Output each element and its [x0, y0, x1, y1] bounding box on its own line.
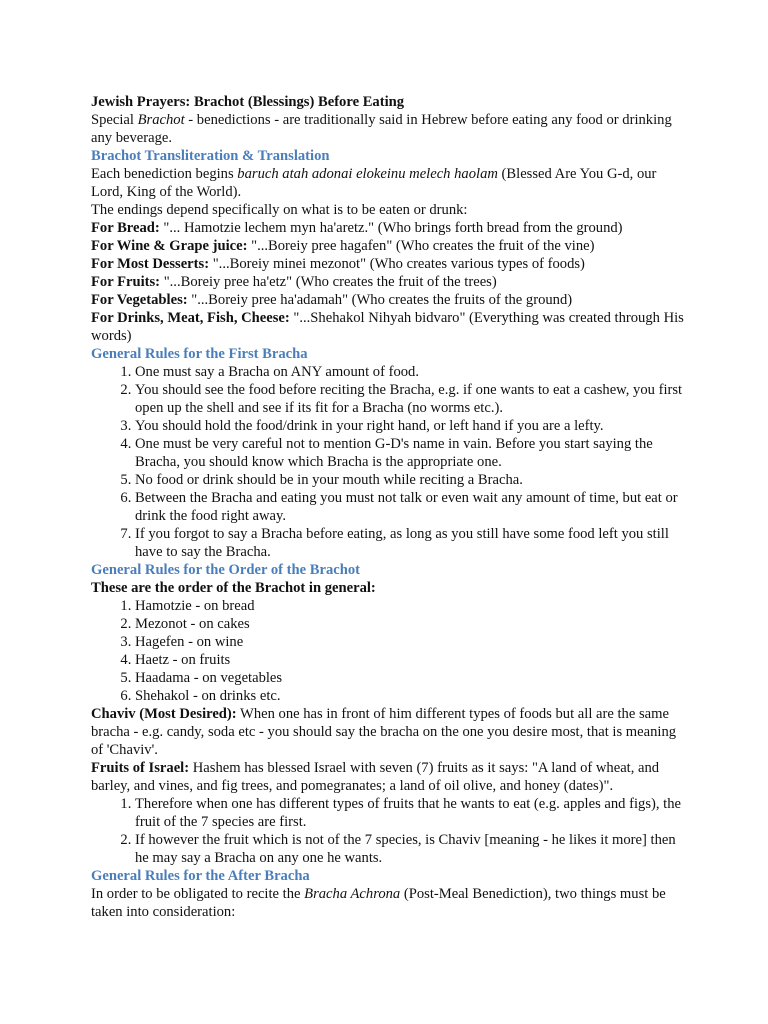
list-item: 2. If however the fruit which is not of the 7 species, is Chaviv [meaning - he likes it more] then he may say a Bracha on any one he wants.: [135, 831, 691, 867]
chaviv-text: When one has in front of him different types of foods but all are the same bracha - e.g. candy, soda etc - you should say the bracha on the one you desire most, that is meaning of 'Chaviv'.: [91, 706, 677, 758]
blessing-label: For Most Desserts:: [91, 256, 210, 272]
order-subheading: [91, 579, 691, 597]
intro-paragraph: [91, 111, 691, 147]
first-bracha-rules-list: [91, 363, 691, 561]
blessing-label: For Drinks, Meat, Fish, Cheese:: [91, 310, 290, 326]
section-heading-transliteration: Brachot Transliteration & Translation: [91, 148, 330, 164]
list-item: 1. Hamotzie - on bread: [135, 597, 691, 615]
list-item: 4. One must be very careful not to mention G-D's name in vain. Before you start saying the Bracha, you should know which Bracha is the appropriate one.: [135, 435, 691, 471]
after-post: (Post-Meal Benediction), two things must be taken into consideration:: [91, 886, 666, 920]
list-item: 3. Hagefen - on wine: [135, 633, 691, 651]
list-item: 7. If you forgot to say a Bracha before eating, as long as you still have some food left you still have to say the Bracha.: [135, 525, 691, 561]
list-item: 6. Shehakol - on drinks etc.: [135, 687, 691, 705]
intro-italic: Brachot: [137, 112, 185, 128]
blessing-vegetables: [91, 291, 691, 309]
intro-post: - benedictions - are traditionally said in Hebrew before eating any food or drinking any beverage.: [91, 112, 672, 146]
section-heading-order: General Rules for the Order of the Brachot: [91, 562, 360, 578]
benediction-begin-paragraph: [91, 165, 691, 201]
blessing-text: "...Boreiy pree ha'etz" (Who creates the fruit of the trees): [160, 274, 497, 290]
chaviv-label: Chaviv (Most Desired):: [91, 706, 237, 722]
begin-post: (Blessed Are You G-d, our Lord, King of the World).: [91, 166, 657, 200]
blessing-label: For Fruits:: [91, 274, 161, 290]
blessing-text: "...Boreiy pree hagafen" (Who creates the fruit of the vine): [247, 238, 595, 254]
list-item: 2. Mezonot - on cakes: [135, 615, 691, 633]
order-subheading-text: These are the order of the Brachot in general:: [91, 580, 376, 596]
list-item: 5. Haadama - on vegetables: [135, 669, 691, 687]
brachot-order-list: [91, 597, 691, 705]
blessing-label: For Wine & Grape juice:: [91, 238, 248, 254]
blessing-text: "...Boreiy minei mezonot" (Who creates various types of foods): [209, 256, 585, 272]
fruit-rules-list: [91, 795, 691, 867]
document-title: Jewish Prayers: Brachot (Blessings) Before Eating: [91, 94, 405, 110]
section-heading-first-bracha: General Rules for the First Bracha: [91, 346, 308, 362]
begin-italic: baruch atah adonai elokeinu melech haolam: [237, 166, 498, 182]
endings-paragraph: The endings depend specifically on what is to be eaten or drunk:: [91, 202, 468, 218]
chaviv-paragraph: [91, 705, 691, 759]
after-pre: In order to be obligated to recite the: [91, 886, 305, 902]
blessing-label: For Bread:: [91, 220, 160, 236]
list-item: 5. No food or drink should be in your mouth while reciting a Bracha.: [135, 471, 691, 489]
section-heading-after-bracha: General Rules for the After Bracha: [91, 868, 310, 884]
blessing-text: "...Boreiy pree ha'adamah" (Who creates the fruits of the ground): [187, 292, 573, 308]
list-item: 2. You should see the food before reciting the Bracha, e.g. if one wants to eat a cashew, you first open up the shell and see if its fit for a Bracha (no worms etc.).: [135, 381, 691, 417]
blessing-fruits: [91, 273, 691, 291]
fruits-of-israel-paragraph: [91, 759, 691, 795]
after-italic: Bracha Achrona: [304, 886, 401, 902]
blessing-desserts: [91, 255, 691, 273]
after-bracha-paragraph: [91, 885, 691, 921]
blessing-drinks: [91, 309, 691, 345]
blessing-wine: [91, 237, 691, 255]
list-item: 1. One must say a Bracha on ANY amount of food.: [135, 363, 691, 381]
document-page: [91, 93, 691, 921]
intro-pre: Special: [91, 112, 138, 128]
blessing-label: For Vegetables:: [91, 292, 188, 308]
fruits-text: Hashem has blessed Israel with seven (7) fruits as it says: "A land of wheat, and barley, and vines, and fig trees, and pomegranates; a land of oil olive, and honey (dates)".: [91, 760, 660, 794]
list-item: 6. Between the Bracha and eating you must not talk or even wait any amount of time, but eat or drink the food right away.: [135, 489, 691, 525]
fruits-label: Fruits of Israel:: [91, 760, 190, 776]
blessing-text: "... Hamotzie lechem myn ha'aretz." (Who brings forth bread from the ground): [159, 220, 623, 236]
blessing-bread: [91, 219, 691, 237]
list-item: 3. You should hold the food/drink in your right hand, or left hand if you are a lefty.: [135, 417, 691, 435]
list-item: 4. Haetz - on fruits: [135, 651, 691, 669]
begin-pre: Each benediction begins: [91, 166, 238, 182]
blessing-text: "...Shehakol Nihyah bidvaro" (Everything was created through His words): [91, 310, 684, 344]
list-item: 1. Therefore when one has different types of fruits that he wants to eat (e.g. apples and figs), the fruit of the 7 species are first.: [135, 795, 691, 831]
